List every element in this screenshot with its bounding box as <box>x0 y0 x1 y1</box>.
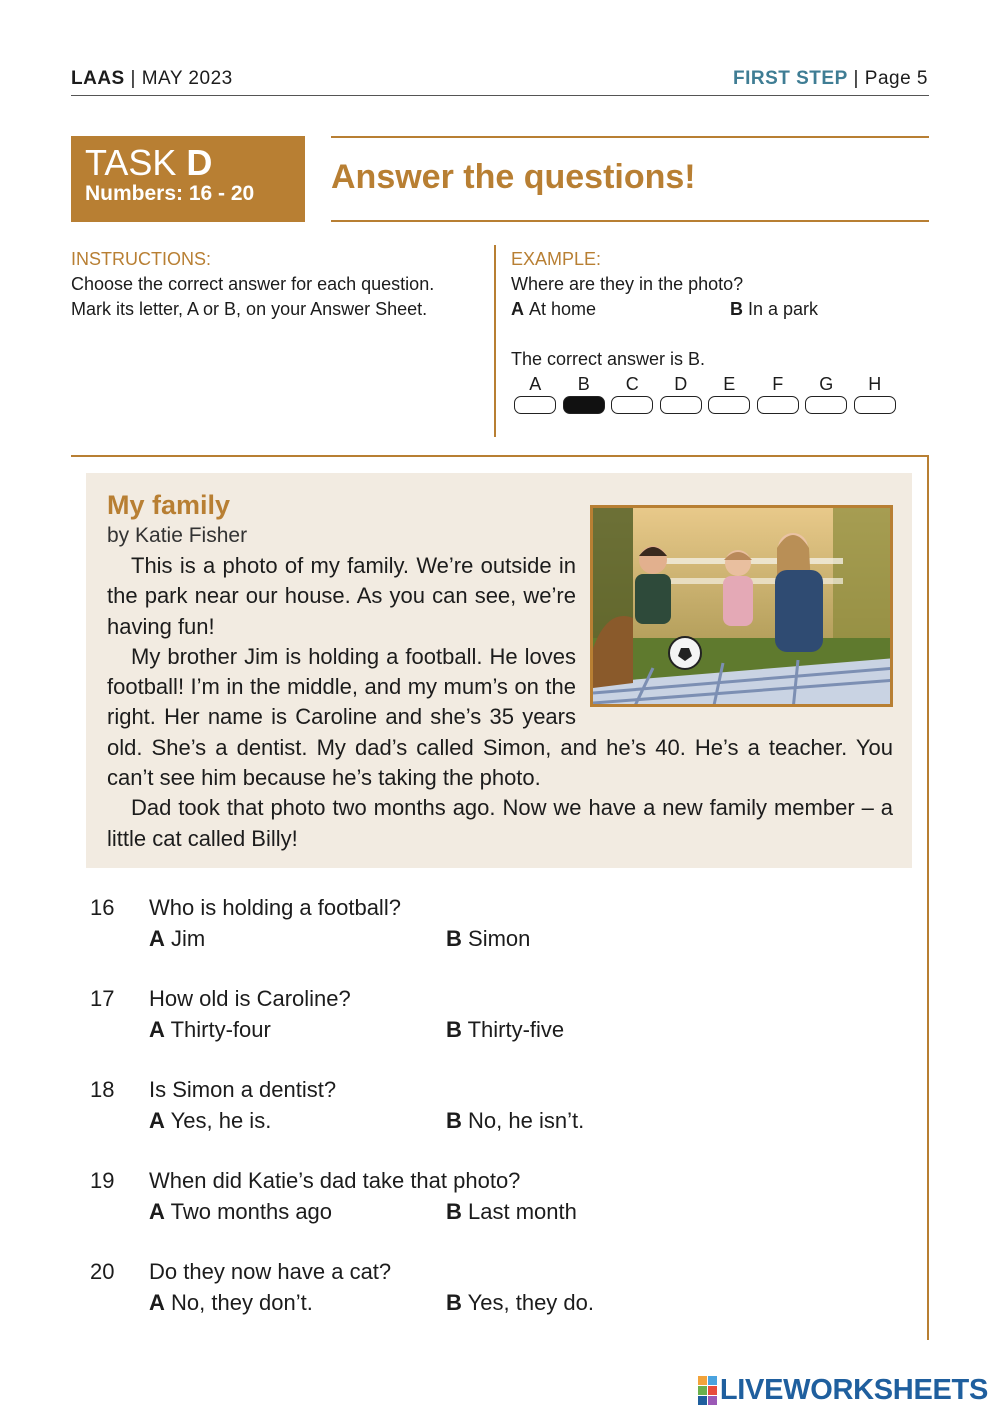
example-option-b <box>730 297 818 322</box>
story-paragraph-3: Dad took that photo two months ago. Now we have a new family member – a little cat called Billy! <box>107 795 893 851</box>
column-divider <box>494 245 496 437</box>
question-row <box>90 1075 870 1106</box>
logo-text: LIVEWORKSHEETS <box>719 1374 988 1406</box>
issue-date: MAY 2023 <box>141 68 233 89</box>
task-title <box>85 144 291 182</box>
section-rule-horizontal <box>71 455 929 457</box>
option-text: Two months ago <box>170 1198 333 1224</box>
answer-cell-f <box>754 374 803 414</box>
heading-rule-bottom <box>331 220 929 222</box>
story-author: by Katie Fisher <box>107 524 248 547</box>
question-number: 17 <box>90 986 115 1011</box>
option-a[interactable] <box>149 1015 446 1046</box>
option-text: Thirty-five <box>467 1016 565 1042</box>
reading-panel <box>86 473 912 868</box>
option-letter: B <box>446 1289 462 1315</box>
answer-bubble-d[interactable] <box>660 396 702 414</box>
option-letter: A <box>149 925 165 951</box>
header-left <box>71 68 233 90</box>
answer-letter: C <box>625 374 639 394</box>
answer-letter: G <box>819 374 834 394</box>
question-number: 18 <box>90 1077 115 1102</box>
answer-cell-b <box>560 374 609 414</box>
family-photo <box>590 505 893 707</box>
option-letter: A <box>149 1107 165 1133</box>
option-a[interactable] <box>149 1106 446 1137</box>
example-option-a <box>511 297 730 322</box>
answer-bubble-a[interactable] <box>514 396 556 414</box>
option-letter: B <box>730 299 743 319</box>
question-19 <box>90 1166 870 1227</box>
answer-bubble-e[interactable] <box>708 396 750 414</box>
question-18 <box>90 1075 870 1136</box>
answer-bubble-f[interactable] <box>757 396 799 414</box>
answer-bubble-g[interactable] <box>805 396 847 414</box>
level-name: FIRST STEP <box>732 68 848 89</box>
example-question: Where are they in the photo? <box>511 274 744 294</box>
answer-cell-h <box>851 374 900 414</box>
question-text: When did Katie’s dad take that photo? <box>149 1168 521 1193</box>
option-letter: B <box>446 1107 462 1133</box>
option-letter: A <box>149 1198 165 1224</box>
answer-cell-g <box>802 374 851 414</box>
option-a[interactable] <box>149 1288 446 1319</box>
question-options <box>90 1288 870 1319</box>
question-row <box>90 1257 870 1288</box>
example-options <box>511 297 929 322</box>
question-text: How old is Caroline? <box>149 986 351 1011</box>
option-letter: A <box>511 299 524 319</box>
option-b[interactable] <box>446 924 530 955</box>
question-17 <box>90 984 870 1045</box>
reading-content <box>107 489 893 854</box>
task-heading: Answer the questions! <box>331 158 696 196</box>
heading-rule-top <box>331 136 929 138</box>
question-row <box>90 984 870 1015</box>
answer-sheet-grid <box>511 374 929 414</box>
option-letter: B <box>446 925 462 951</box>
answer-letter: B <box>577 374 590 394</box>
question-16 <box>90 893 870 954</box>
option-letter: B <box>446 1016 462 1042</box>
story-title: My family <box>107 490 231 520</box>
answer-cell-c <box>608 374 657 414</box>
header-separator: | <box>853 68 865 89</box>
logo-icon <box>698 1376 717 1405</box>
example-label: EXAMPLE: <box>511 249 602 269</box>
task-numbers: Numbers: 16 - 20 <box>85 182 255 205</box>
answer-letter: D <box>674 374 688 394</box>
answer-letter: H <box>868 374 882 394</box>
question-text: Do they now have a cat? <box>149 1259 392 1284</box>
answer-cell-a <box>511 374 560 414</box>
header-divider <box>71 95 929 96</box>
answer-cell-d <box>657 374 706 414</box>
option-text: No, they don’t. <box>171 1289 313 1315</box>
family-photo-illustration <box>593 508 893 707</box>
example-block <box>511 247 929 414</box>
section-rule-vertical <box>927 455 929 1340</box>
header-right <box>733 68 928 90</box>
instructions-label: INSTRUCTIONS: <box>71 249 212 269</box>
example-correct-answer: The correct answer is B. <box>511 349 706 369</box>
task-badge <box>71 136 305 222</box>
option-text: At home <box>529 299 597 319</box>
question-text: Is Simon a dentist? <box>149 1077 337 1102</box>
instructions-block <box>71 247 481 322</box>
option-b[interactable] <box>446 1106 584 1137</box>
option-text: Last month <box>468 1198 577 1224</box>
instructions-line-2: Mark its letter, A or B, on your Answer Sheet. <box>71 299 428 319</box>
answer-bubble-c[interactable] <box>611 396 653 414</box>
story-paragraph-2: My brother Jim is holding a football. He loves football! I’m in the middle, and my mum’s on the right. Her name is Caroline and she’s 35 years old. She’s a dentist. My dad’s called Simon, and he’s 40. He’s a teacher. You can’t see him because he’s taking the photo. <box>107 643 893 791</box>
task-letter: D <box>186 142 213 183</box>
question-options <box>90 1015 870 1046</box>
option-text: Jim <box>171 925 206 951</box>
option-letter: B <box>446 1198 462 1224</box>
question-number: 20 <box>90 1259 115 1284</box>
option-text: Yes, they do. <box>467 1289 595 1315</box>
option-a[interactable] <box>149 924 446 955</box>
instructions-line-1: Choose the correct answer for each question. <box>71 274 435 294</box>
option-b[interactable] <box>446 1015 564 1046</box>
question-text: Who is holding a football? <box>149 895 401 920</box>
option-text: Simon <box>468 925 531 951</box>
question-number: 16 <box>90 895 115 920</box>
answer-cell-e <box>705 374 754 414</box>
story-body <box>107 551 893 854</box>
option-letter: A <box>149 1289 165 1315</box>
question-row <box>90 1166 870 1197</box>
option-b[interactable] <box>446 1197 577 1228</box>
option-text: Thirty-four <box>170 1016 271 1042</box>
question-row <box>90 893 870 924</box>
answer-bubble-b[interactable] <box>563 396 605 414</box>
option-letter: A <box>149 1016 165 1042</box>
questions-list <box>90 893 870 1348</box>
question-options <box>90 924 870 955</box>
option-b[interactable] <box>446 1288 594 1319</box>
liveworksheets-logo <box>698 1374 988 1407</box>
question-options <box>90 1106 870 1137</box>
story-paragraph-1: This is a photo of my family. We’re outside in the park near our house. As you can see, we’re having fun! <box>107 553 576 639</box>
answer-letter: A <box>529 374 542 394</box>
option-text: No, he isn’t. <box>468 1107 585 1133</box>
answer-letter: F <box>772 374 784 394</box>
question-20 <box>90 1257 870 1318</box>
question-options <box>90 1197 870 1228</box>
header-separator: | <box>130 68 142 89</box>
option-text: Yes, he is. <box>170 1107 272 1133</box>
answer-letter: E <box>723 374 736 394</box>
option-text: In a park <box>748 299 819 319</box>
answer-bubble-h[interactable] <box>854 396 896 414</box>
question-number: 19 <box>90 1168 115 1193</box>
publisher-name: LAAS <box>71 68 125 89</box>
option-a[interactable] <box>149 1197 446 1228</box>
task-word: TASK <box>85 142 177 183</box>
page-number: Page 5 <box>864 68 928 89</box>
